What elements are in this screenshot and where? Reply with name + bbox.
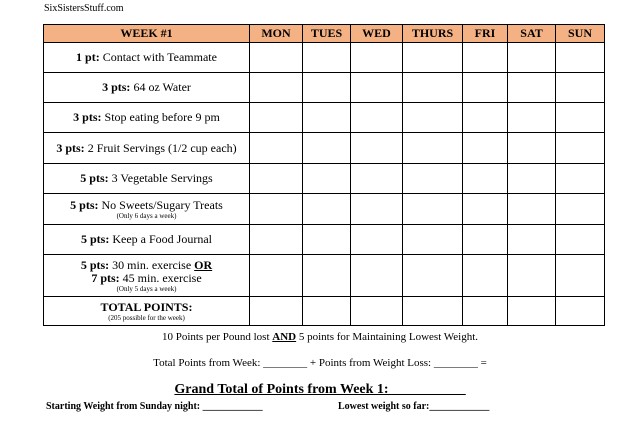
day-cell[interactable] (403, 73, 463, 103)
day-cell[interactable] (250, 164, 303, 194)
total-points-label: TOTAL POINTS: (100, 299, 193, 314)
day-cell[interactable] (303, 43, 351, 73)
day-cell[interactable] (463, 255, 508, 297)
task-row (44, 133, 605, 164)
day-cell[interactable] (250, 255, 303, 297)
day-header-wed: WED (351, 25, 403, 43)
day-cell[interactable] (556, 194, 605, 225)
day-cell[interactable] (403, 103, 463, 133)
task-row (44, 103, 605, 133)
day-cell[interactable] (463, 194, 508, 225)
total-cell[interactable] (463, 297, 508, 326)
day-cell[interactable] (351, 255, 403, 297)
task-row (44, 164, 605, 194)
day-cell[interactable] (508, 133, 556, 164)
task-points: 5 pts: (80, 257, 110, 272)
total-label (44, 297, 250, 326)
day-cell[interactable] (403, 43, 463, 73)
total-row (44, 297, 605, 326)
site-name: SixSistersStuff.com (44, 3, 124, 14)
day-cell[interactable] (303, 194, 351, 225)
task-or: OR (194, 257, 213, 272)
task-row (44, 225, 605, 255)
task-text: Keep a Food Journal (112, 232, 212, 246)
day-cell[interactable] (508, 43, 556, 73)
day-cell[interactable] (303, 133, 351, 164)
task-label (44, 43, 250, 73)
day-cell[interactable] (303, 225, 351, 255)
week-header: WEEK #1 (44, 25, 250, 43)
task-row (44, 73, 605, 103)
day-cell[interactable] (351, 133, 403, 164)
day-cell[interactable] (250, 194, 303, 225)
day-cell[interactable] (250, 73, 303, 103)
day-cell[interactable] (403, 194, 463, 225)
task-text: 3 Vegetable Servings (111, 171, 213, 185)
day-cell[interactable] (556, 164, 605, 194)
total-cell[interactable] (508, 297, 556, 326)
points-rule-a: 10 Points per Pound lost (161, 331, 273, 343)
day-cell[interactable] (463, 43, 508, 73)
task-text: Contact with Teammate (102, 50, 217, 64)
lowest-weight: Lowest weight so far:____________ (338, 401, 490, 412)
day-header-fri: FRI (463, 25, 508, 43)
day-cell[interactable] (351, 73, 403, 103)
task-points: 1 pt: (76, 50, 100, 64)
day-cell[interactable] (463, 73, 508, 103)
day-cell[interactable] (556, 255, 605, 297)
day-cell[interactable] (303, 73, 351, 103)
task-note: (Only 5 days a week) (116, 284, 177, 293)
total-cell[interactable] (303, 297, 351, 326)
task-text-alt: 45 min. exercise (122, 270, 202, 285)
day-cell[interactable] (303, 255, 351, 297)
task-text: No Sweets/Sugary Treats (101, 197, 223, 212)
points-rule-and: AND (272, 331, 297, 343)
day-cell[interactable] (508, 164, 556, 194)
day-cell[interactable] (351, 164, 403, 194)
task-note: (Only 6 days a week) (116, 211, 177, 220)
total-formula: Total Points from Week: ________ + Points from Weight Loss: ________ = (153, 357, 487, 369)
day-cell[interactable] (351, 43, 403, 73)
day-cell[interactable] (250, 133, 303, 164)
day-cell[interactable] (403, 225, 463, 255)
day-cell[interactable] (303, 164, 351, 194)
task-text: 30 min. exercise (112, 257, 192, 272)
header-row (44, 25, 605, 43)
task-points-alt: 7 pts: (91, 270, 120, 285)
starting-weight: Starting Weight from Sunday night: ____________ (46, 401, 263, 412)
total-note: (205 possible for the week) (108, 313, 185, 322)
day-cell[interactable] (250, 103, 303, 133)
task-label (44, 103, 250, 133)
task-label (44, 73, 250, 103)
task-points: 3 pts: (56, 140, 85, 155)
day-cell[interactable] (403, 164, 463, 194)
day-header-sat: SAT (508, 25, 556, 43)
day-cell[interactable] (556, 103, 605, 133)
day-cell[interactable] (463, 225, 508, 255)
day-cell[interactable] (508, 73, 556, 103)
task-text: Stop eating before 9 pm (104, 110, 220, 124)
day-cell[interactable] (556, 225, 605, 255)
day-cell[interactable] (556, 43, 605, 73)
task-points: 3 pts: (102, 80, 131, 94)
task-row (44, 194, 605, 225)
grand-total: Grand Total of Points from Week 1:___________ (174, 382, 466, 397)
task-points: 5 pts: (81, 232, 110, 246)
day-cell[interactable] (250, 43, 303, 73)
day-cell[interactable] (403, 133, 463, 164)
day-cell[interactable] (508, 194, 556, 225)
day-cell[interactable] (351, 225, 403, 255)
points-rule (0, 331, 640, 343)
day-cell[interactable] (556, 133, 605, 164)
task-label (44, 194, 250, 225)
task-text: 2 Fruit Servings (1/2 cup each) (87, 140, 237, 155)
day-cell[interactable] (463, 133, 508, 164)
day-cell[interactable] (303, 103, 351, 133)
task-row (44, 43, 605, 73)
total-cell[interactable] (403, 297, 463, 326)
day-cell[interactable] (351, 103, 403, 133)
day-cell[interactable] (463, 164, 508, 194)
day-cell[interactable] (508, 255, 556, 297)
task-label (44, 164, 250, 194)
day-cell[interactable] (556, 73, 605, 103)
total-cell[interactable] (556, 297, 605, 326)
day-cell[interactable] (403, 255, 463, 297)
day-cell[interactable] (351, 194, 403, 225)
day-cell[interactable] (508, 103, 556, 133)
task-label (44, 133, 250, 164)
day-cell[interactable] (463, 103, 508, 133)
day-cell[interactable] (508, 225, 556, 255)
task-text: 64 oz Water (133, 80, 191, 94)
task-points: 3 pts: (73, 110, 102, 124)
task-row (44, 255, 605, 297)
task-label (44, 225, 250, 255)
total-cell[interactable] (351, 297, 403, 326)
total-cell[interactable] (250, 297, 303, 326)
day-header-sun: SUN (556, 25, 605, 43)
points-table (43, 24, 605, 326)
task-points: 5 pts: (80, 171, 109, 185)
day-cell[interactable] (250, 225, 303, 255)
task-points: 5 pts: (70, 197, 99, 212)
points-rule-b: 5 points for Maintaining Lowest Weight. (296, 331, 479, 343)
task-label (44, 255, 250, 297)
day-header-mon: MON (250, 25, 303, 43)
day-header-thurs: THURS (403, 25, 463, 43)
day-header-tues: TUES (303, 25, 351, 43)
